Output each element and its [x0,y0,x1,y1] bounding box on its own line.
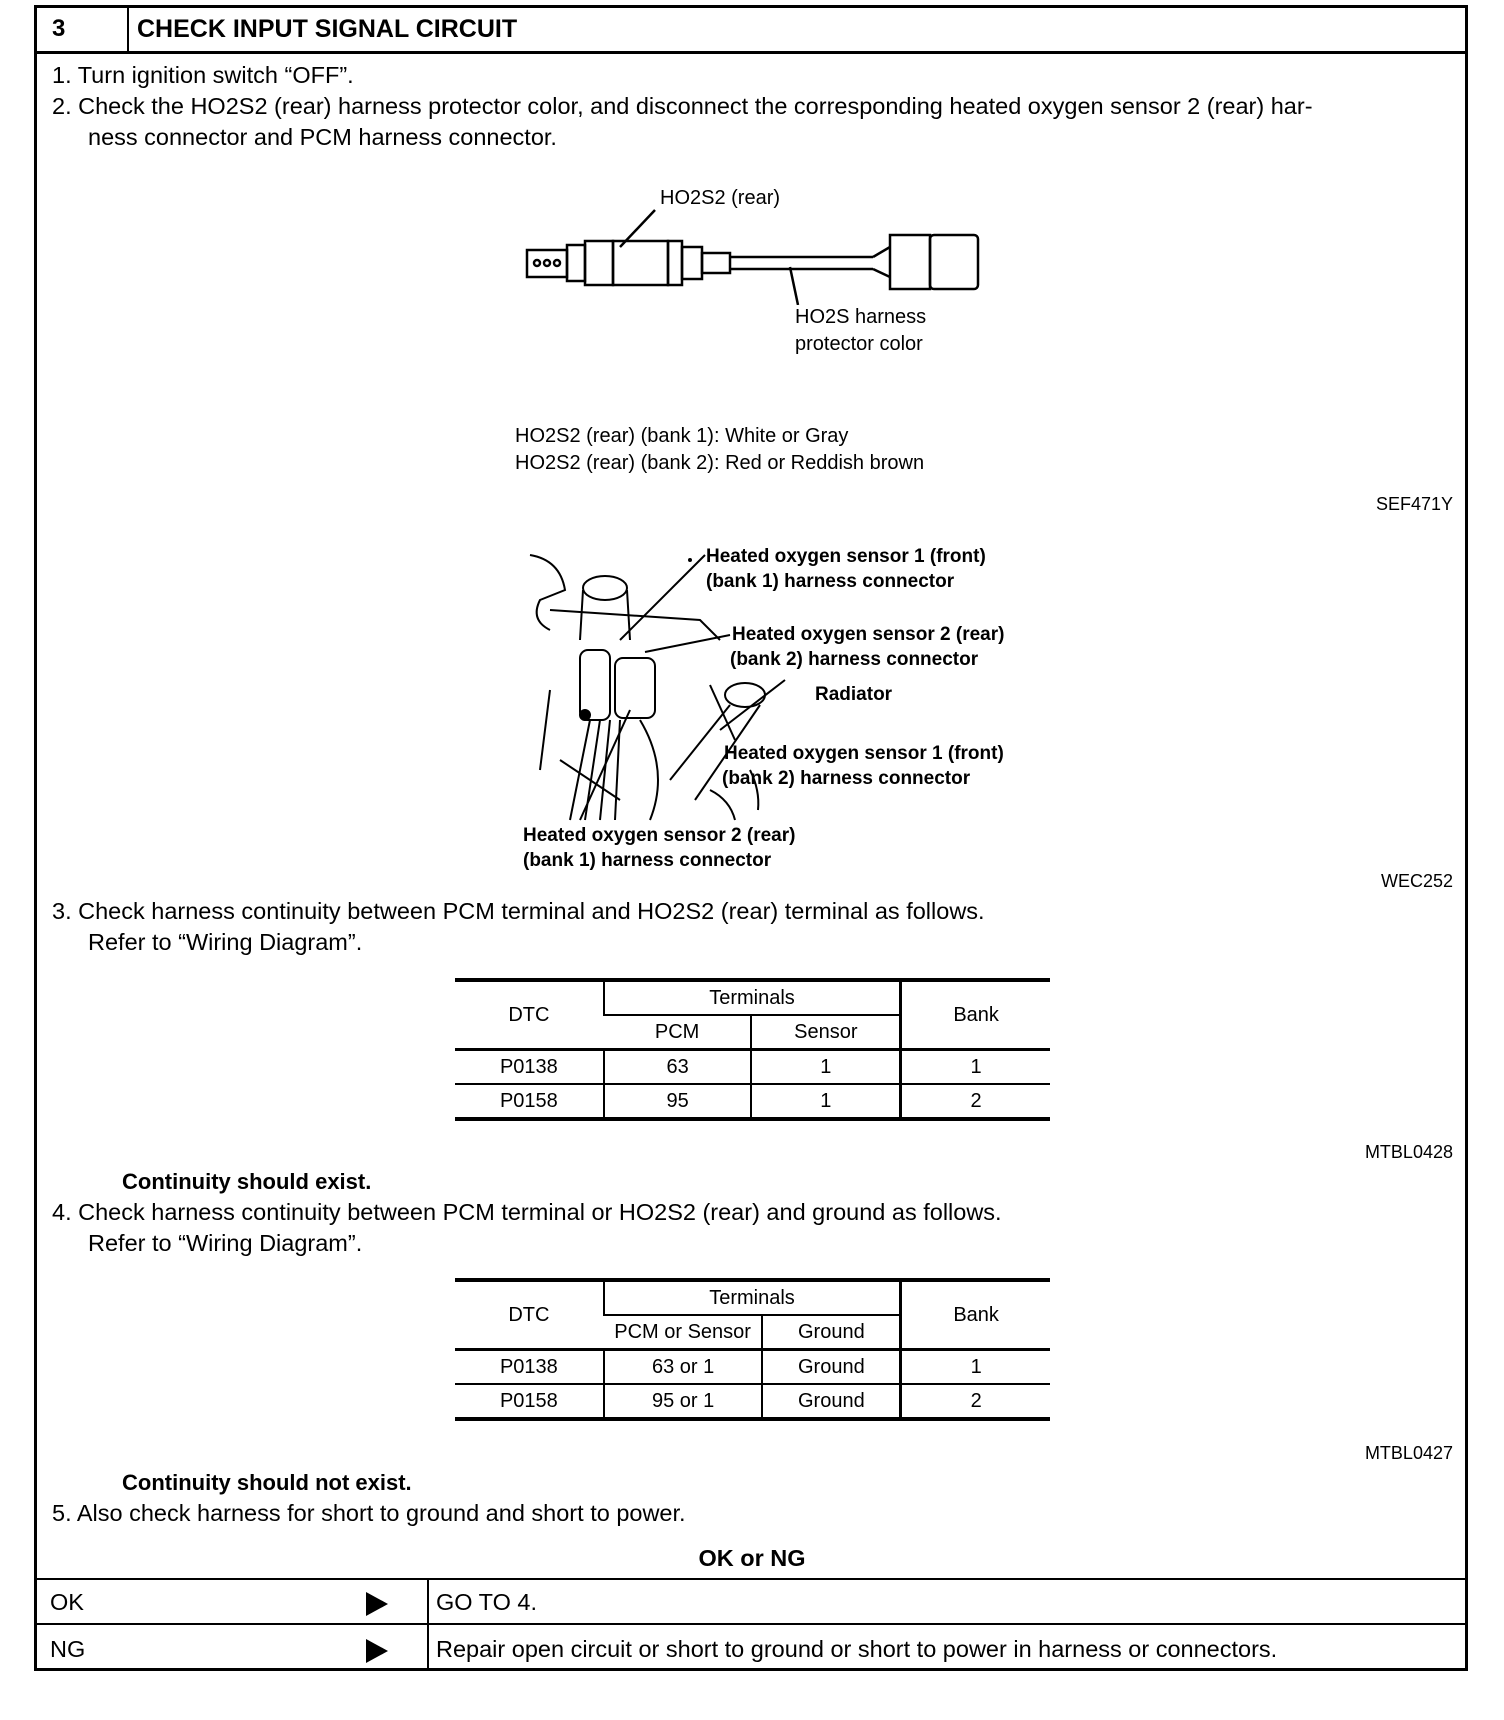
cell-dtc: P0158 [455,1084,604,1119]
cell-dtc: P0138 [499,1055,558,1078]
result-row-ok [34,1578,1468,1623]
header-divider [127,5,129,51]
step-3-line-1: 3. Check harness continuity between PCM terminal and HO2S2 (rear) terminal as follows. [52,898,985,924]
step-3-result: Continuity should exist. [122,1169,372,1194]
col-header-dtc: DTC [455,1280,604,1350]
cell-pcm-or-sensor: 63 or 1 [604,1350,763,1385]
col-header-pcm-or-sensor: PCM or Sensor [604,1315,763,1350]
decision-title: OK or NG [698,1545,806,1571]
cell-sensor: 1 [751,1050,900,1085]
cell-ground: Ground [762,1350,900,1385]
step-3-line-2: Refer to “Wiring Diagram”. [88,929,363,955]
callout-hos2-bank1-line1: Heated oxygen sensor 2 (rear) [523,825,796,846]
step-header [34,5,1468,54]
ok-action: GO TO 4. [436,1589,537,1615]
callout-hos1-bank1-line2: (bank 1) harness connector [706,571,955,592]
cell-sensor: 1 [751,1084,900,1119]
callout-hos2-bank1-line2: (bank 1) harness connector [523,850,772,871]
table-row [455,1350,1050,1385]
cell-pcm: 95 [604,1084,752,1119]
ng-label: NG [50,1636,86,1662]
col-header-bank: Bank [901,980,1050,1050]
table-row [455,1050,1050,1085]
table-row [455,1084,1050,1119]
col-header-terminals: Terminals [604,980,901,1015]
col-header-sensor: Sensor [751,1015,900,1050]
step-2-line-2: ness connector and PCM harness connector. [88,124,557,150]
cell-pcm-or-sensor: 95 or 1 [604,1384,763,1419]
step-1: 1. Turn ignition switch “OFF”. [52,62,354,88]
step-5: 5. Also check harness for short to ground and short to power. [52,1500,686,1526]
cell-bank: 2 [901,1384,1050,1419]
col-header-dtc: DTC [455,980,604,1050]
callout-hos1-bank2-line1: Heated oxygen sensor 1 (front) [724,743,1004,764]
col-header-pcm: PCM [604,1015,752,1050]
col-header-ground: Ground [762,1315,900,1350]
callout-hos1-bank2-line2: (bank 2) harness connector [722,768,971,789]
oxygen-sensor-illustration [515,205,995,305]
harness-label-1: HO2S harness [795,306,927,328]
cell-bank: 2 [901,1084,1050,1119]
ng-action: Repair open circuit or short to ground or short to power in harness or connectors. [436,1636,1278,1662]
step-4-line-2: Refer to “Wiring Diagram”. [88,1230,363,1256]
row-divider [427,1625,429,1671]
bank2-color: HO2S2 (rear) (bank 2): Red or Reddish brown [515,452,925,474]
cell-bank: 1 [901,1350,1050,1385]
result-row-ng [34,1623,1468,1671]
row-divider [427,1580,429,1623]
callout-hos2-bank2-line2: (bank 2) harness connector [730,649,979,670]
step-4-line-1: 4. Check harness continuity between PCM terminal or HO2S2 (rear) and ground as follows. [52,1199,1002,1225]
table-row [455,1384,1050,1419]
arrow-right-icon [366,1592,388,1616]
col-header-bank: Bank [901,1280,1050,1350]
col-header-terminals: Terminals [604,1280,901,1315]
sensor-label: HO2S2 (rear) [660,187,781,209]
cell-ground: Ground [762,1384,900,1419]
table-code: MTBL0428 [1364,1142,1453,1162]
cell-dtc: P0158 [455,1384,604,1419]
callout-hos1-bank1-line1: Heated oxygen sensor 1 (front) [706,546,986,567]
table-code: MTBL0427 [1364,1443,1453,1463]
cell-bank: 1 [901,1050,1050,1085]
continuity-table [455,978,1050,1121]
callout-radiator: Radiator [815,684,893,705]
arrow-right-icon [366,1639,388,1663]
step-4-result: Continuity should not exist. [122,1470,412,1495]
harness-label-2: protector color [795,333,923,355]
cell-dtc: P0138 [499,1355,558,1378]
figure-code: WEC252 [1380,871,1453,891]
ok-label: OK [50,1589,84,1615]
figure-code: SEF471Y [1375,494,1453,514]
step-number: 3 [52,15,66,42]
step-2-line-1: 2. Check the HO2S2 (rear) harness protector color, and disconnect the corresponding heated oxygen sensor 2 (rear) har- [52,93,1313,119]
bank1-color: HO2S2 (rear) (bank 1): White or Gray [515,425,849,447]
ground-continuity-table [455,1278,1050,1421]
cell-pcm: 63 [604,1050,752,1085]
callout-hos2-bank2-line1: Heated oxygen sensor 2 (rear) [732,624,1005,645]
step-title: CHECK INPUT SIGNAL CIRCUIT [137,15,518,43]
